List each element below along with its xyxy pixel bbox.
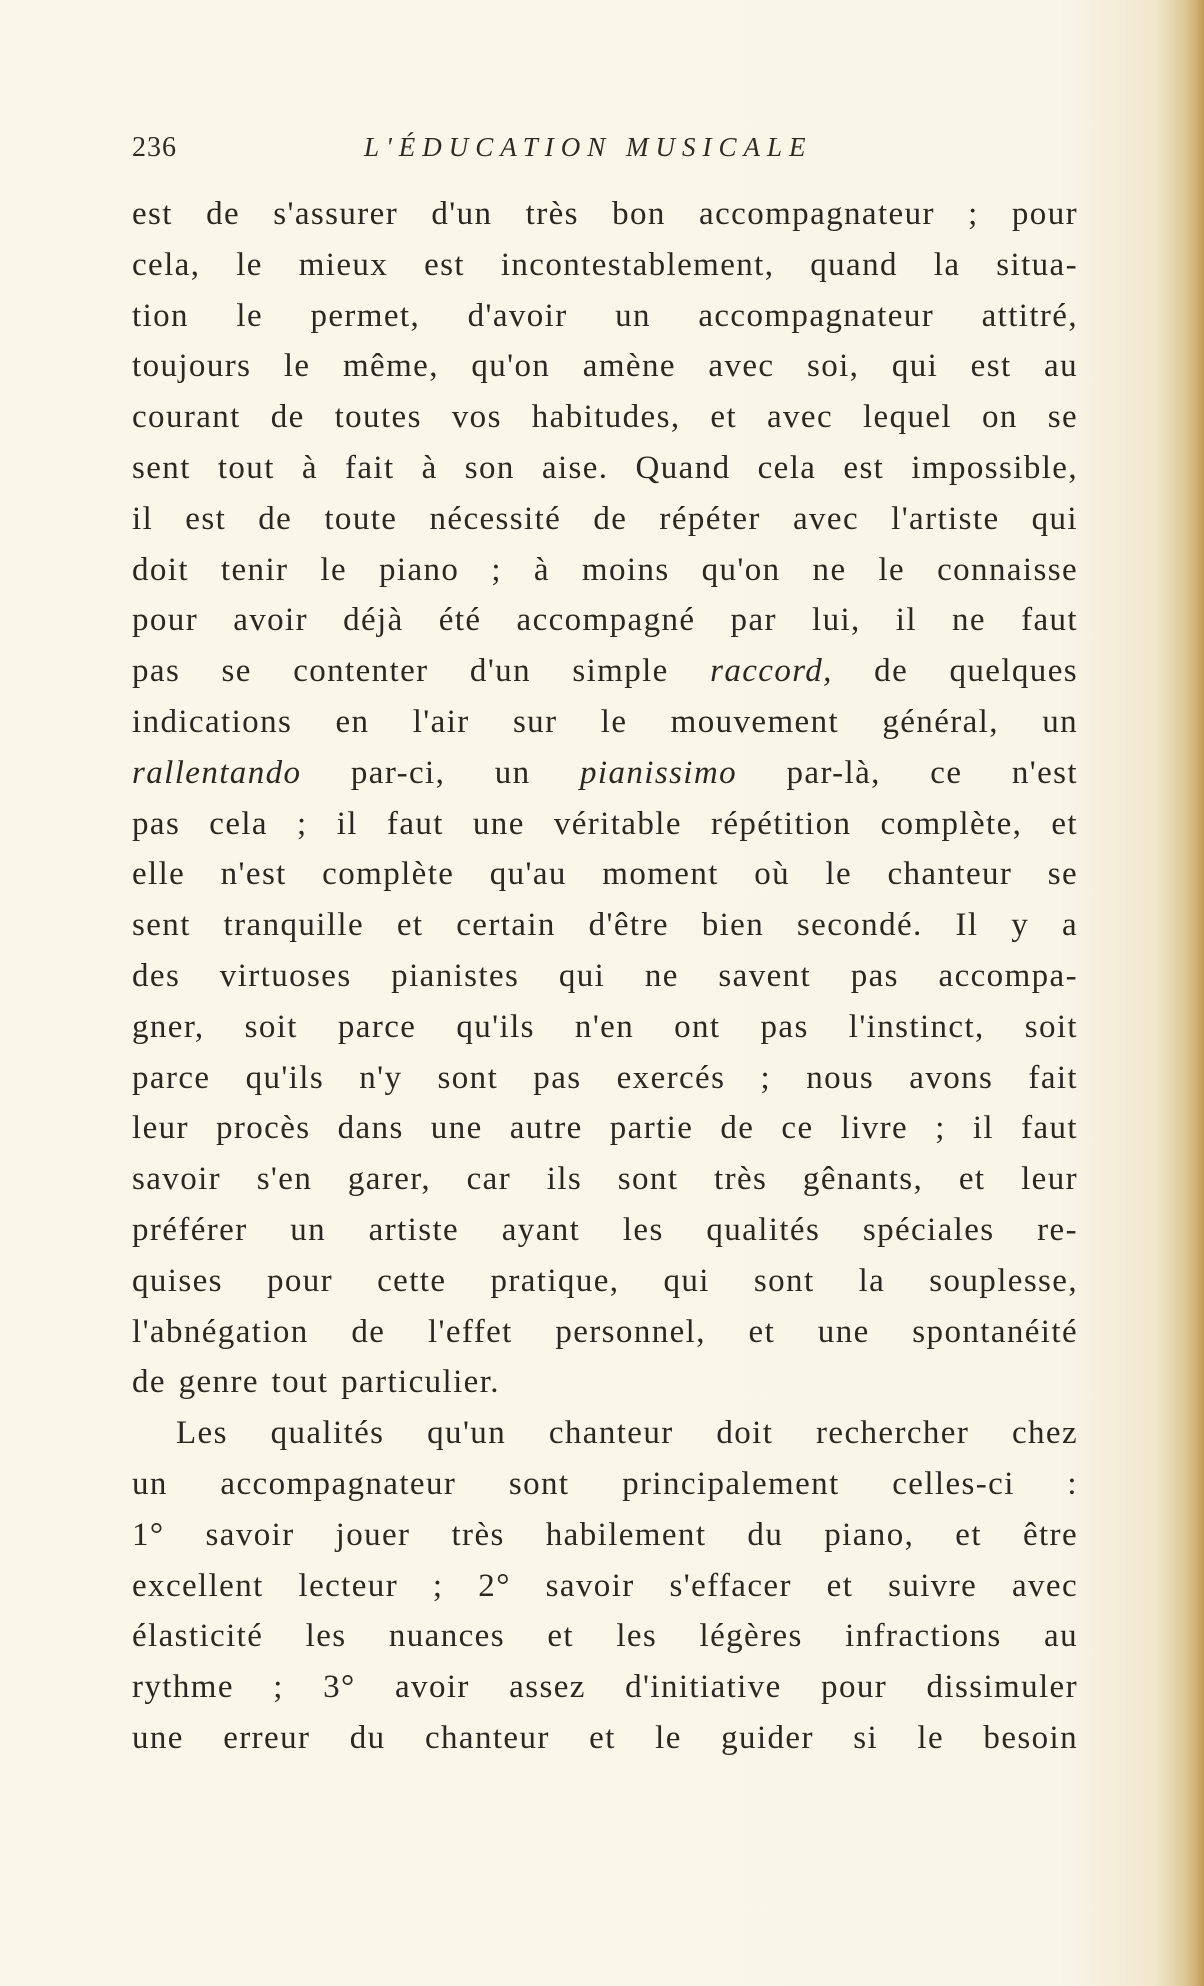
- text-line: 1° savoir jouer très habilement du piano, et être: [132, 1516, 1078, 1553]
- text-line: de genre tout particulier.: [132, 1364, 500, 1401]
- text-line: sent tranquille et certain d'être bien secondé. Il y a: [132, 907, 1078, 944]
- text-line: excellent lecteur ; 2° savoir s'effacer et suivre avec: [132, 1567, 1078, 1604]
- text-line: pas se contenter d'un simple raccord, de quelques: [132, 653, 1078, 690]
- text-line: parce qu'ils n'y sont pas exercés ; nous avons fait: [132, 1059, 1078, 1096]
- text-line: toujours le même, qu'on amène avec soi, qui est au: [132, 348, 1078, 385]
- text-line: cela, le mieux est incontestablement, quand la situa-: [132, 246, 1078, 283]
- text-line: quises pour cette pratique, qui sont la souplesse,: [132, 1262, 1078, 1299]
- text-line: pour avoir déjà été accompagné par lui, il ne faut: [132, 602, 1078, 639]
- body-text: [132, 189, 1078, 1764]
- text-line: rallentando par-ci, un pianissimo par-là, ce n'est: [132, 754, 1078, 791]
- italic-term: rallentando: [132, 754, 302, 791]
- page-number: 236: [132, 132, 177, 163]
- text-line: elle n'est complète qu'au moment où le chanteur se: [132, 856, 1078, 893]
- text-line: indications en l'air sur le mouvement général, un: [132, 703, 1078, 740]
- text-line: un accompagnateur sont principalement celles-ci :: [132, 1465, 1078, 1502]
- italic-term: raccord,: [710, 653, 833, 690]
- text-line: il est de toute nécessité de répéter avec l'artiste qui: [132, 500, 1078, 537]
- text-line: est de s'assurer d'un très bon accompagnateur ; pour: [132, 196, 1078, 232]
- text-line: rythme ; 3° avoir assez d'initiative pour dissimuler: [132, 1669, 1078, 1706]
- text-line: tion le permet, d'avoir un accompagnateur attitré,: [132, 297, 1078, 334]
- text-line: l'abnégation de l'effet personnel, et une spontanéité: [132, 1313, 1078, 1350]
- italic-term: pianissimo: [579, 754, 738, 791]
- page-header: [132, 132, 1080, 172]
- text-line: leur procès dans une autre partie de ce livre ; il faut: [132, 1110, 1078, 1147]
- page-edge-shading: [1186, 0, 1204, 1986]
- text-line: préférer un artiste ayant les qualités spéciales re-: [132, 1211, 1078, 1248]
- text-line: pas cela ; il faut une véritable répétition complète, et: [132, 805, 1078, 842]
- text-line: Les qualités qu'un chanteur doit rechercher chez: [176, 1415, 1078, 1452]
- text-line: élasticité les nuances et les légères infractions au: [132, 1618, 1078, 1655]
- text-line: une erreur du chanteur et le guider si le besoin: [132, 1719, 1078, 1756]
- text-line: courant de toutes vos habitudes, et avec lequel on se: [132, 399, 1078, 436]
- text-line: gner, soit parce qu'ils n'en ont pas l'instinct, soit: [132, 1008, 1078, 1045]
- text-line: savoir s'en garer, car ils sont très gênants, et leur: [132, 1161, 1078, 1198]
- text-line: sent tout à fait à son aise. Quand cela est impossible,: [132, 449, 1078, 486]
- text-line: doit tenir le piano ; à moins qu'on ne le connaisse: [132, 551, 1078, 588]
- running-head: L'ÉDUCATION MUSICALE: [364, 132, 813, 162]
- text-line: des virtuoses pianistes qui ne savent pas accompa-: [132, 957, 1078, 994]
